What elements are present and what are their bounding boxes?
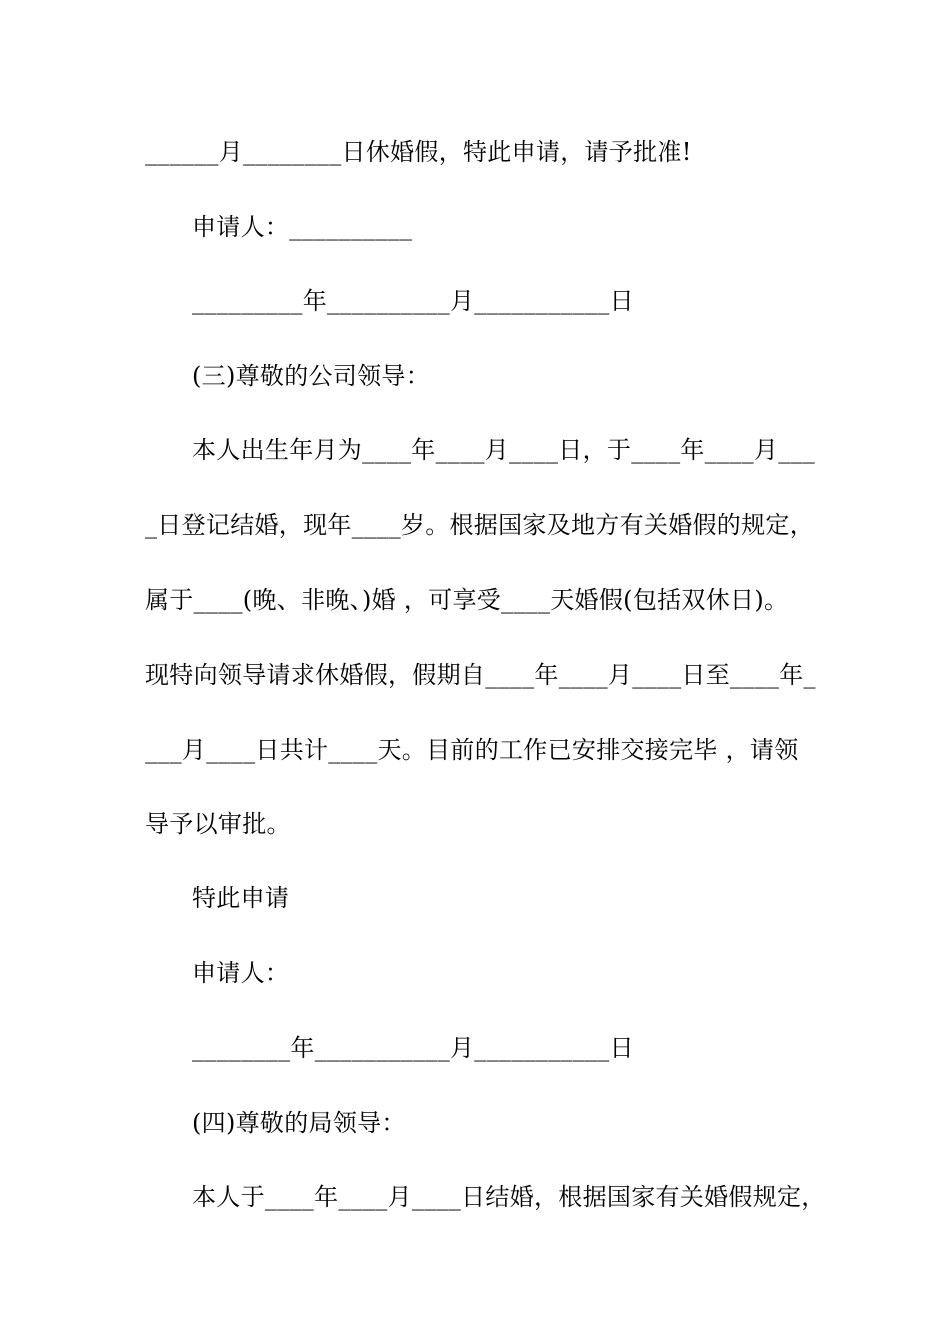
text-line-leave-request-closing: ______月________日休婚假，特此申请，请予批准! <box>145 138 692 166</box>
section-heading-4: (四)尊敬的局领导： <box>192 1109 406 1137</box>
paragraph-line: _日登记结婚，现年____岁。根据国家及地方有关婚假的规定， <box>145 511 814 539</box>
text-line-date: ________年___________月___________日 <box>192 1034 634 1062</box>
text-line-date: _________年__________月___________日 <box>192 287 634 315</box>
paragraph-line: 本人于____年____月____日结婚，根据国家有关婚假规定， <box>192 1183 826 1211</box>
text-line-applicant: 申请人：__________ <box>192 213 413 241</box>
paragraph-line: 导予以审批。 <box>145 810 291 838</box>
text-line-applicant: 申请人： <box>192 959 290 987</box>
paragraph-line: ___月____日共计____天。目前的工作已安排交接完毕 ，请领 <box>145 736 799 764</box>
section-heading-3: (三)尊敬的公司领导： <box>192 362 431 390</box>
paragraph-line: 属于____(晚、非晚、)婚 ，可享受____天婚假(包括双休日)。 <box>145 586 789 614</box>
paragraph-line: 本人出生年月为____年____月____日，于____年____月___ <box>192 436 816 464</box>
paragraph-line: 现特向领导请求休婚假，假期自____年____月____日至____年_ <box>145 661 816 689</box>
text-line-closing: 特此申请 <box>192 884 290 912</box>
